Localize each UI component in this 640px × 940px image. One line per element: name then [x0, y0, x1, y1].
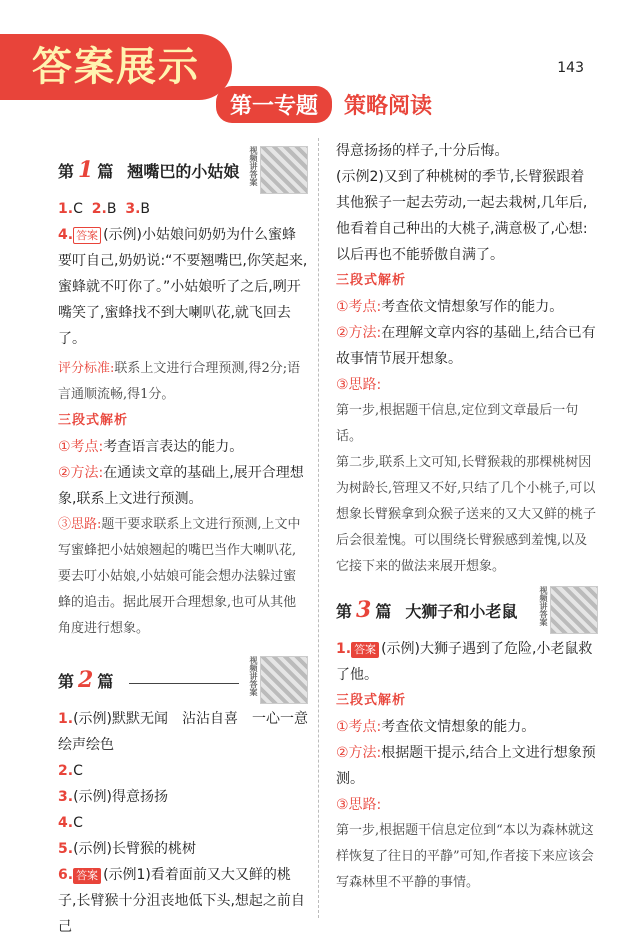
qr-code-icon[interactable]	[260, 656, 308, 704]
answer-text: (示例)大狮子遇到了危险,小老鼠救了他。	[336, 641, 593, 683]
fangfa-label: ②方法:	[336, 325, 382, 341]
left-column	[58, 146, 322, 940]
answer-text: (示例1)看着面前又大又鲜的桃子,长臂猴十分沮丧地低下头,想起之前自己	[58, 867, 305, 935]
kaodian	[58, 434, 308, 460]
passage-number: 1	[78, 157, 94, 183]
q-number: 2.	[58, 763, 74, 779]
column-divider	[318, 138, 319, 918]
fangfa-text: 在理解文章内容的基础上,结合已有故事情节展开想象。	[336, 325, 596, 367]
q-number: 2.	[91, 201, 107, 217]
analysis-label: 三段式解析	[336, 273, 407, 288]
p3-answer-1	[336, 636, 598, 688]
passage-number: 3	[356, 597, 372, 623]
p3-step-1: 第一步,根据题干信息定位到“本以为森林就这样恢复了往日的平静”可知,作者接下来应该会写森林里不平静的事情。	[336, 823, 594, 890]
answer-tag: 答案	[351, 642, 379, 658]
heading-suffix: 篇	[375, 602, 392, 621]
kaodian	[336, 294, 598, 320]
continued-text: 得意扬扬的样子,十分后悔。	[336, 143, 509, 159]
heading-suffix: 篇	[97, 672, 114, 691]
kaodian-text: 考查依文情想象写作的能力。	[381, 299, 564, 315]
silu	[336, 792, 598, 818]
q-number: 1.	[336, 641, 352, 657]
fangfa	[58, 460, 308, 512]
kaodian-text: 考查依文情想象的能力。	[381, 719, 536, 735]
answer-text: (示例)得意扬扬	[73, 789, 168, 805]
p2-answer-2	[58, 758, 308, 784]
qr-code-icon[interactable]	[550, 586, 598, 634]
fangfa	[336, 320, 598, 372]
p2-answer-5	[58, 836, 308, 862]
video-qr-code[interactable]	[246, 656, 308, 704]
silu-label: ③思路:	[336, 377, 382, 393]
qr-label: 视频讲答案	[249, 146, 258, 186]
answer: B	[106, 201, 117, 217]
silu	[58, 512, 308, 642]
p2-answer-3	[58, 784, 308, 810]
silu-label: ③思路:	[336, 797, 382, 813]
title-blank	[129, 682, 239, 684]
right-column	[336, 138, 598, 896]
q-number: 1.	[58, 201, 74, 217]
example-2: (示例2)又到了种桃树的季节,长臂猴跟着其他猴子一起去劳动,一起去栽树,几年后,他看着自己种出的大桃子,满意极了,心想:以后再也不能骄傲自满了。	[336, 169, 588, 263]
heading-prefix: 第	[58, 672, 75, 691]
kaodian-label: ①考点:	[336, 299, 382, 315]
passage-3-heading	[336, 586, 598, 626]
section-subtitle: 策略阅读	[344, 94, 433, 119]
page-number: 143	[557, 60, 584, 76]
kaodian-label: ①考点:	[336, 719, 382, 735]
answer-4	[58, 222, 308, 352]
qr-code-icon[interactable]	[260, 146, 308, 194]
kaodian-text: 考查语言表达的能力。	[103, 439, 244, 455]
fangfa-text: 根据题干提示,结合上文进行想象预测。	[336, 745, 596, 787]
q-number: 3.	[58, 789, 74, 805]
analysis-label: 三段式解析	[336, 693, 407, 708]
section-title	[216, 86, 476, 126]
heading-prefix: 第	[336, 602, 353, 621]
q-number: 5.	[58, 841, 74, 857]
scoring-label: 评分标准:	[58, 361, 115, 376]
silu-label: ③思路:	[58, 517, 102, 532]
answers-1-3	[58, 196, 308, 222]
answer: C	[73, 201, 83, 217]
passage-number: 2	[78, 667, 94, 693]
video-qr-code[interactable]	[246, 146, 308, 194]
qr-label: 视频讲答案	[539, 586, 548, 626]
kaodian	[336, 714, 598, 740]
kaodian-label: ①考点:	[58, 439, 104, 455]
video-qr-code[interactable]	[536, 586, 598, 634]
fangfa-label: ②方法:	[336, 745, 382, 761]
step-2: 第二步,联系上文可知,长臂猴栽的那棵桃树因为树龄长,管理又不好,只结了几个小桃子,可以想象长臂猴拿到众猴子送来的又大又鲜的桃子后会很羞愧。可以围绕长臂猴感到羞愧,以及它接下来的做法来展开想象。	[336, 455, 597, 574]
answer-text: (示例)小姑娘问奶奶为什么蜜蜂要叮自己,奶奶说:“不要翘嘴巴,你笑起来,蜜蜂就不叮你了。”小姑娘听了之后,咧开嘴笑了,蜜蜂找不到大喇叭花,就飞回去了。	[58, 227, 308, 347]
fangfa	[336, 740, 598, 792]
passage-title: 翘嘴巴的小姑娘	[127, 162, 240, 181]
p2-answer-6	[58, 862, 308, 940]
scoring-standard	[58, 356, 308, 408]
q-number: 3.	[125, 201, 141, 217]
heading-suffix: 篇	[97, 162, 114, 181]
fangfa-label: ②方法:	[58, 465, 104, 481]
q-number: 6.	[58, 867, 74, 883]
answer-text: (示例)长臂猴的桃树	[73, 841, 196, 857]
step-1: 第一步,根据题干信息,定位到文章最后一句话。	[336, 403, 579, 444]
answer-text: C	[73, 763, 83, 779]
analysis-label: 三段式解析	[58, 413, 129, 428]
answer-tag: 答案	[73, 868, 101, 884]
q-number: 4.	[58, 815, 74, 831]
q-number: 4.	[58, 227, 74, 243]
scoring-text: 联系上文进行合理预测,得2分;语言通顺流畅,得1分。	[58, 361, 301, 402]
answer-tag: 答案	[73, 227, 101, 244]
answer-text: C	[73, 815, 83, 831]
silu-text: 题干要求联系上文进行预测,上文中写蜜蜂把小姑娘翘起的嘴巴当作大喇叭花,要去叮小姑娘,小姑娘可能会想办法躲过蜜蜂的追击。据此展开合理想象,也可从其他角度进行想象。	[58, 517, 301, 636]
passage-title: 大狮子和小老鼠	[405, 602, 518, 621]
section-pill: 第一专题	[216, 86, 332, 123]
answer-text: (示例)默默无闻 沾沾自喜 一心一意 绘声绘色	[58, 711, 322, 753]
q-number: 1.	[58, 711, 74, 727]
passage-1-heading	[58, 146, 308, 186]
p2-answer-1	[58, 706, 322, 758]
heading-prefix: 第	[58, 162, 75, 181]
fangfa-text: 在通读文章的基础上,展开合理想象,联系上文进行预测。	[58, 465, 304, 507]
qr-label: 视频讲答案	[249, 656, 258, 696]
answer-banner: 答案展示	[0, 34, 232, 100]
passage-2-heading	[58, 656, 308, 696]
answer: B	[140, 201, 150, 217]
p2-answer-4	[58, 810, 308, 836]
silu	[336, 372, 598, 398]
